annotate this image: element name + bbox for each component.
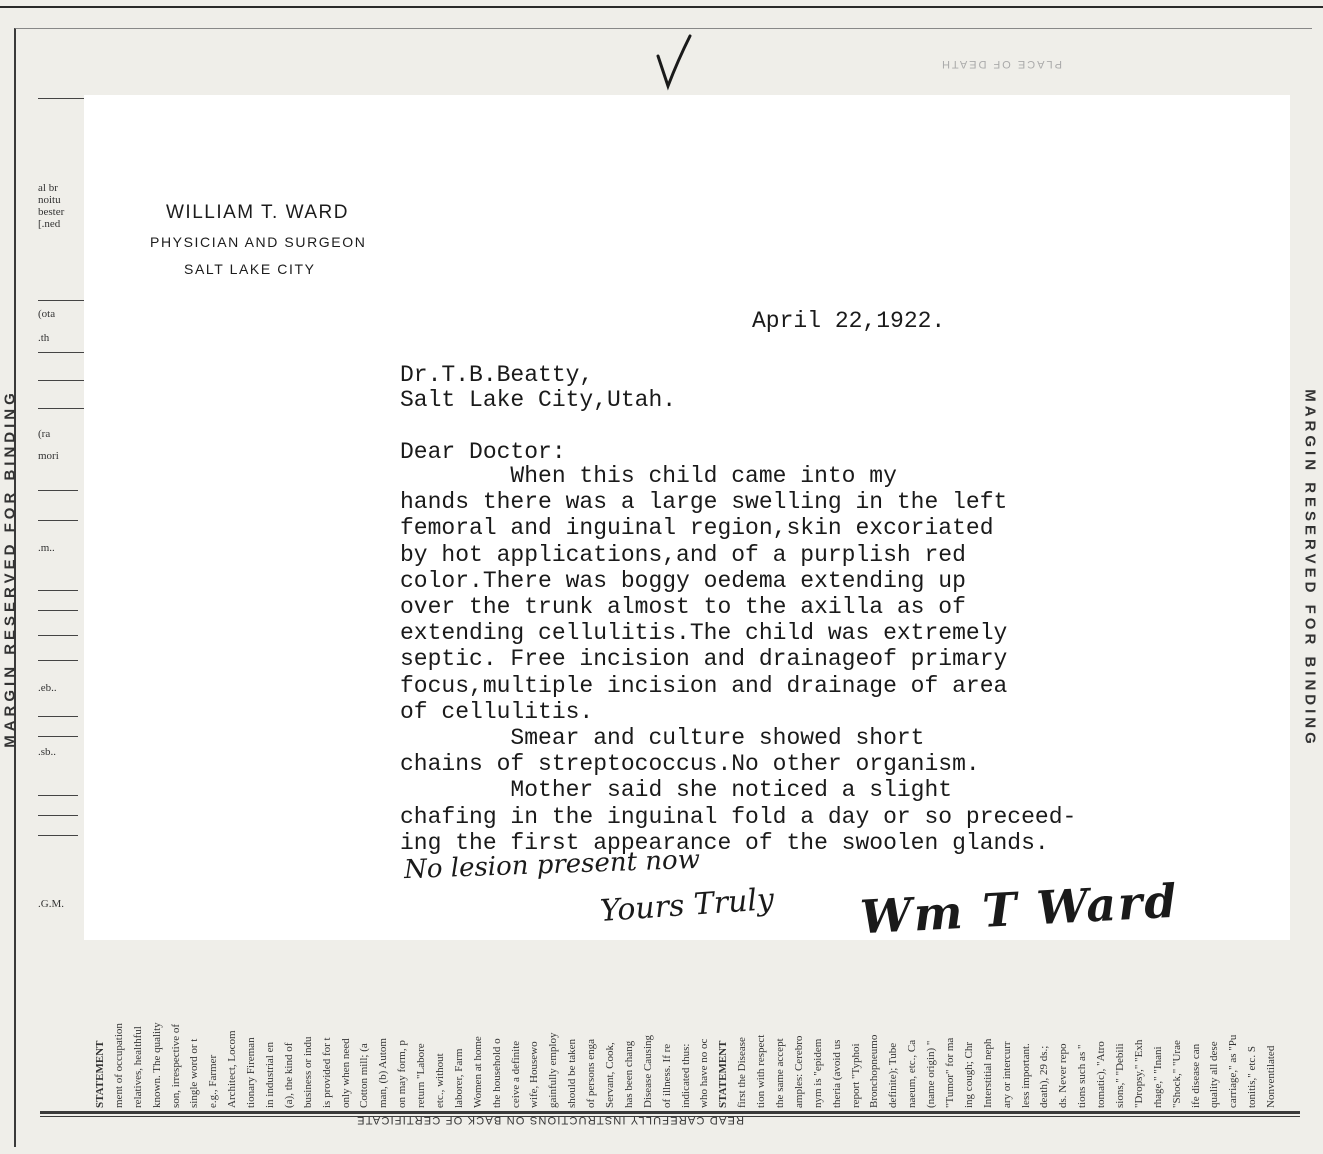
- instruction-column: definite); Tube: [887, 1042, 900, 1108]
- letter-body-line: hands there was a large swelling in the left: [400, 489, 1008, 516]
- instruction-column: ife disease can: [1189, 1043, 1202, 1108]
- instruction-column: ds. Never repo: [1057, 1043, 1070, 1108]
- handwritten-signature: Wm T Ward: [858, 873, 1180, 945]
- instruction-column: return "Labore: [415, 1043, 428, 1108]
- left-binding-margin-label: MARGIN RESERVED FOR BINDING: [1, 389, 19, 748]
- instruction-column: Cotton mill; (a: [358, 1043, 371, 1108]
- instruction-column: has been chang: [622, 1040, 635, 1108]
- instruction-column: Women at home: [471, 1036, 484, 1108]
- instruction-column: sions," "Debili: [1114, 1043, 1126, 1108]
- letter-body-line: When this child came into my: [400, 463, 897, 489]
- instruction-column: etc., without: [434, 1053, 446, 1108]
- top-rule: [0, 6, 1323, 8]
- instruction-column: wife, Housewo: [528, 1041, 541, 1108]
- instruction-column: relatives, healthful: [131, 1026, 144, 1108]
- instruction-column: in industrial en: [264, 1042, 276, 1108]
- letter-body-line: color.There was boggy oedema extending up: [400, 567, 966, 594]
- instruction-column: of illness. If re: [660, 1043, 673, 1108]
- letter-date: April 22,1922.: [752, 308, 946, 334]
- instruction-column: tions such as ": [1076, 1044, 1089, 1108]
- instruction-column: the same accept: [774, 1038, 786, 1108]
- instruction-column: should be taken: [566, 1038, 579, 1108]
- instruction-column: carriage," as "Pu: [1227, 1034, 1240, 1108]
- instruction-column: tonitis," etc. S: [1246, 1046, 1259, 1108]
- instruction-column: ment of occupation: [112, 1023, 125, 1108]
- instruction-column: ing cough; Chr: [962, 1042, 975, 1108]
- letter-body-line: chains of streptococcus.No other organism.: [400, 751, 980, 778]
- instruction-column: is provided for t: [320, 1037, 333, 1108]
- instruction-column: Interstitial neph: [981, 1038, 994, 1108]
- letter-body-line: Mother said she noticed a slight: [400, 777, 953, 804]
- instruction-column: naeum, etc., Ca: [906, 1039, 919, 1108]
- certificate-instructions-columns: [94, 938, 1290, 1108]
- instruction-column: only when need: [339, 1038, 352, 1108]
- instruction-column: man, (b) Autom: [377, 1038, 390, 1108]
- instruction-column: gainfully employ: [547, 1032, 560, 1108]
- instruction-column: on may form, p: [396, 1040, 409, 1108]
- instruction-column: (a), the kind of: [282, 1042, 295, 1108]
- letter-body-line: chafing in the inguinal fold a day or so preceed-: [400, 803, 1077, 830]
- letter-body-line: extending cellulitis.The child was extremely: [400, 620, 1008, 647]
- instruction-column: Architect, Locom: [226, 1030, 239, 1108]
- instruction-column: who have no oc: [698, 1038, 711, 1108]
- instruction-column: theria (avoid us: [830, 1039, 843, 1108]
- instruction-column: "Dropsy," "Exh: [1132, 1039, 1145, 1108]
- recipient-address: Salt Lake City,Utah.: [400, 387, 677, 413]
- instruction-column: death), 29 ds.;: [1038, 1045, 1051, 1108]
- instruction-column: of persons enga: [585, 1038, 598, 1108]
- instruction-column: "Tumor" for ma: [944, 1037, 956, 1108]
- letter-body-line: by hot applications,and of a purplish red: [400, 541, 966, 568]
- handwritten-note: No lesion present now: [403, 844, 701, 886]
- right-binding-margin-label: MARGIN RESERVED FOR BINDING: [1301, 389, 1319, 748]
- instruction-column: tion with respect: [755, 1034, 768, 1108]
- handwritten-closing: Yours Truly: [598, 881, 776, 930]
- instruction-column: rhage," "Inani: [1151, 1046, 1164, 1108]
- letter-body-line: over the trunk almost to the axilla as of: [400, 594, 966, 620]
- instruction-column: first the Disease: [736, 1037, 749, 1108]
- letterhead-city: SALT LAKE CITY: [184, 261, 316, 277]
- letterhead-name: WILLIAM T. WARD: [166, 202, 349, 223]
- instruction-column: ceive a definite: [509, 1040, 522, 1108]
- instruction-column: less important.: [1019, 1043, 1032, 1108]
- letter-body-line: septic. Free incision and drainageof primary: [400, 646, 1008, 673]
- instruction-column: STATEMENT: [94, 1040, 106, 1108]
- letterhead-profession: PHYSICIAN AND SURGEON: [150, 234, 367, 250]
- instruction-column: business or indu: [301, 1036, 314, 1108]
- instruction-column: report "Typhoi: [849, 1043, 862, 1108]
- letter-body-line: femoral and inguinal region,skin excoriated: [400, 515, 994, 542]
- instruction-column: tomatic), "Atro: [1095, 1041, 1108, 1108]
- instruction-column: "Shock," "Urae: [1170, 1040, 1183, 1108]
- instructions-notice: READ CAREFULLY INSTRUCTIONS ON BACK OF CERTIFICATE: [356, 1114, 745, 1126]
- instruction-column: single word or t: [188, 1038, 201, 1108]
- letter-body-line: focus,multiple incision and drainage of area: [400, 672, 1008, 699]
- instruction-column: Disease Causing: [641, 1034, 654, 1108]
- instruction-column: Nonventilated: [1265, 1045, 1278, 1108]
- checkmark-icon: [648, 30, 696, 92]
- instruction-column: quality all dese: [1208, 1041, 1221, 1108]
- instruction-column: son, irrespective of: [169, 1024, 182, 1108]
- salutation: Dear Doctor:: [400, 439, 566, 465]
- instruction-column: the household o: [490, 1038, 503, 1108]
- instruction-column: laborer, Farm: [452, 1048, 465, 1108]
- instruction-column: (name origin) ": [925, 1040, 938, 1108]
- recipient-name: Dr.T.B.Beatty,: [400, 362, 594, 388]
- instruction-column: indicated thus:: [679, 1043, 692, 1108]
- instruction-column: e.g., Farmer: [207, 1054, 220, 1108]
- instruction-column: known. The quality: [150, 1022, 163, 1108]
- letter-body-line: ing the first appearance of the swoolen glands.: [400, 829, 1049, 856]
- instruction-column: tionary Fireman: [245, 1037, 258, 1108]
- letter-body-line: Smear and culture showed short: [400, 725, 925, 751]
- instruction-column: Bronchopneumo: [868, 1034, 881, 1108]
- left-form-fragment: al br noitu bester [.ned (ota .th (ra mori .m.. .eb.. .sb.. .G.M.: [28, 90, 88, 950]
- instruction-column: amples: Cerebro: [792, 1035, 805, 1108]
- instruction-column: STATEMENT: [717, 1040, 730, 1108]
- instruction-column: ary or intercurr: [1000, 1041, 1013, 1108]
- instruction-column: Servant, Cook,: [604, 1042, 616, 1108]
- instruction-column: nym is "epidem: [811, 1038, 824, 1108]
- faint-reverse-text: PLACE OF DEATH: [940, 58, 1062, 70]
- letter-body-line: of cellulitis.: [400, 698, 594, 725]
